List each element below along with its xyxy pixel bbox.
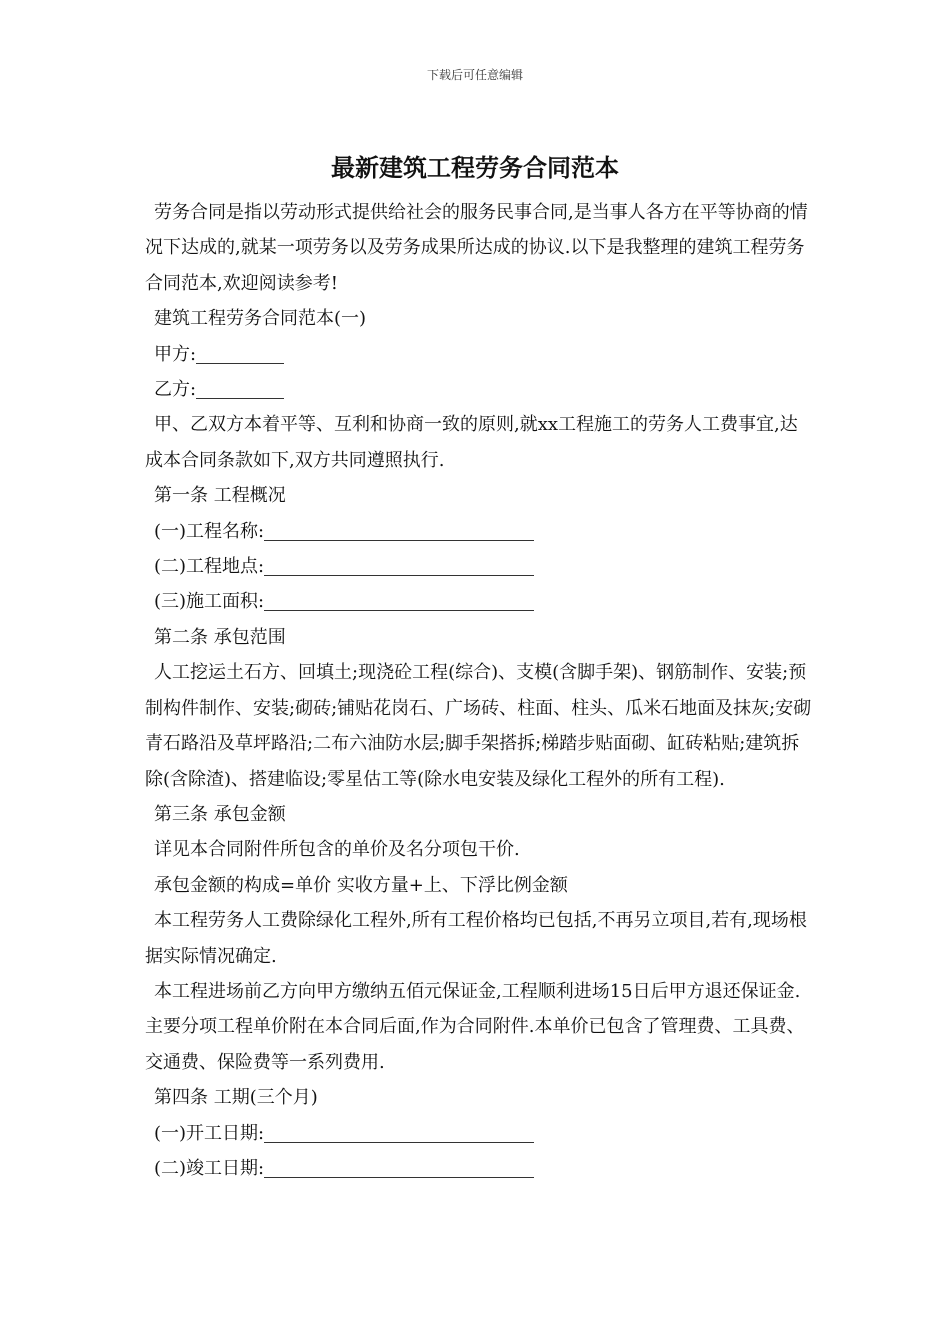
party-a-line xyxy=(145,337,813,372)
party-a-blank xyxy=(196,345,284,364)
amount-detail-paragraph: 详见本合同附件所包含的单价及名分项包干价. xyxy=(154,839,520,861)
article-3-heading: 第三条 承包金额 xyxy=(154,803,286,825)
completion-date-blank xyxy=(264,1159,534,1178)
construction-area-label: (三)施工面积: xyxy=(154,591,265,613)
construction-area-blank xyxy=(264,592,534,611)
amount-included-paragraph: 本工程劳务人工费除绿化工程外,所有工程价格均已包括,不再另立项目,若有,现场根据实际情况确定. xyxy=(145,910,807,967)
header-note: 下载后可任意编辑 xyxy=(426,68,523,82)
party-b-blank xyxy=(196,380,284,399)
party-a-label: 甲方: xyxy=(154,343,197,365)
start-date-label: (一)开工日期: xyxy=(154,1122,265,1144)
document-title: 最新建筑工程劳务合同范本 xyxy=(331,153,619,182)
completion-date-line xyxy=(145,1151,813,1186)
completion-date-label: (二)竣工日期: xyxy=(154,1157,265,1179)
article-1-heading: 第一条 工程概况 xyxy=(154,485,286,507)
deposit-paragraph: 本工程进场前乙方向甲方缴纳五佰元保证金,工程顺利进场15日后甲方退还保证金.主要分项工程单价附在本合同后面,作为合同附件.本单价已包含了管理费、工具费、交通费、保险费等一系列费用. xyxy=(145,980,805,1073)
amount-formula-paragraph: 承包金额的构成=单价 实收方量+上、下浮比例金额 xyxy=(154,874,568,896)
start-date-line xyxy=(145,1116,813,1151)
project-name-line xyxy=(145,514,813,549)
project-name-blank xyxy=(264,522,534,541)
article-4-heading: 第四条 工期(三个月) xyxy=(154,1087,318,1109)
project-location-label: (二)工程地点: xyxy=(154,556,265,578)
construction-area-line xyxy=(145,584,813,619)
party-b-line xyxy=(145,372,813,407)
article-2-heading: 第二条 承包范围 xyxy=(154,626,286,648)
scope-paragraph: 人工挖运土石方、回填土;现浇砼工程(综合)、支模(含脚手架)、钢筋制作、安装;预制构件制作、安装;砌砖;铺贴花岗石、广场砖、柱面、柱头、瓜米石地面及抹灰;安砌青石路沿及草坪路沿;二布六油防水层;脚手架搭拆;梯踏步贴面砌、缸砖粘贴;建筑拆除(含除渣)、搭建临设;零星估工等(除水电安装及绿化工程外的所有工程). xyxy=(145,662,812,790)
project-location-blank xyxy=(264,557,534,576)
project-name-label: (一)工程名称: xyxy=(154,520,265,542)
start-date-blank xyxy=(264,1124,534,1143)
document-body xyxy=(145,195,813,1186)
party-b-label: 乙方: xyxy=(154,379,197,401)
sample-heading: 建筑工程劳务合同范本(一) xyxy=(154,308,367,330)
intro-paragraph: 劳务合同是指以劳动形式提供给社会的服务民事合同,是当事人各方在平等协商的情况下达成的,就某一项劳务以及劳务成果所达成的协议.以下是我整理的建筑工程劳务合同范本,欢迎阅读参考! xyxy=(145,202,808,294)
preamble-paragraph: 甲、乙双方本着平等、互利和协商一致的原则,就xx工程施工的劳务人工费事宜,达成本合同条款如下,双方共同遵照执行. xyxy=(145,414,798,471)
project-location-line xyxy=(145,549,813,584)
